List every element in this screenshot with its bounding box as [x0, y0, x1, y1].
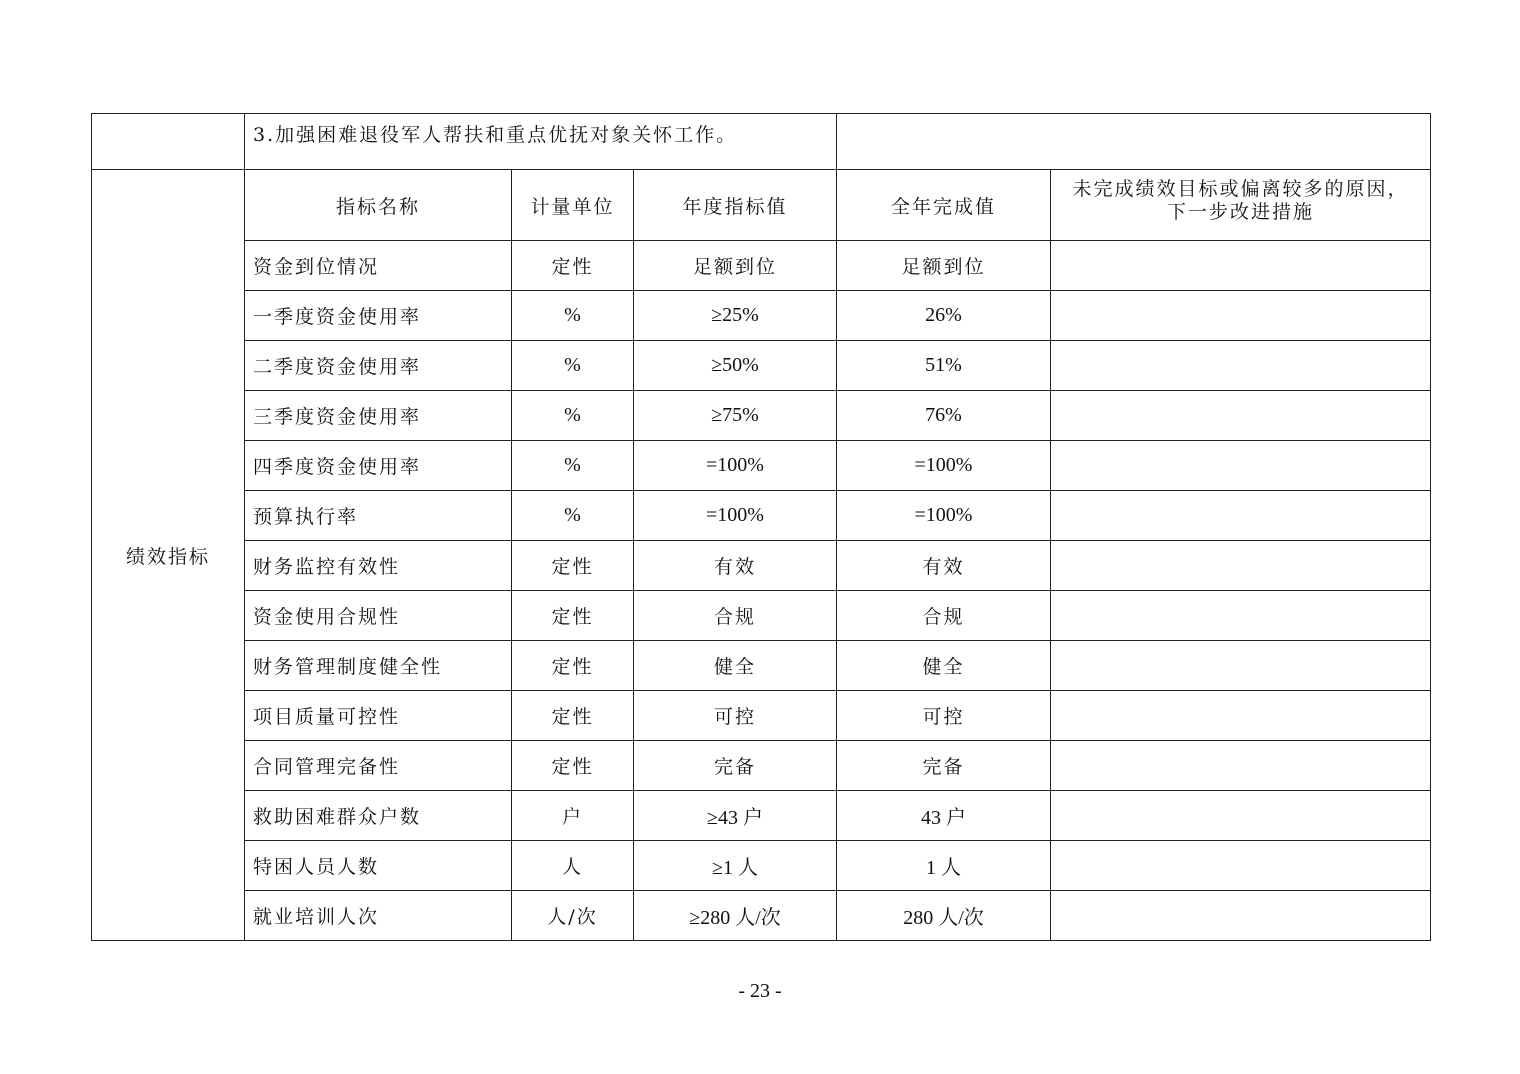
indicator-name: 财务管理制度健全性 — [245, 641, 512, 691]
indicator-name: 财务监控有效性 — [245, 541, 512, 591]
table-row — [92, 741, 1431, 791]
indicator-target: ≥75% — [634, 391, 837, 441]
indicator-actual: 完备 — [837, 741, 1051, 791]
indicator-name: 就业培训人次 — [245, 891, 512, 941]
indicator-actual: 76% — [837, 391, 1051, 441]
indicator-target: 可控 — [634, 691, 837, 741]
indicator-actual: 51% — [837, 341, 1051, 391]
indicator-reason — [1051, 491, 1431, 541]
indicator-reason — [1051, 391, 1431, 441]
task-text: 3.加强困难退役军人帮扶和重点优抚对象关怀工作。 — [245, 114, 837, 170]
indicator-actual: 有效 — [837, 541, 1051, 591]
indicator-name: 三季度资金使用率 — [245, 391, 512, 441]
indicator-target: ≥1 人 — [634, 841, 837, 891]
indicator-name: 四季度资金使用率 — [245, 441, 512, 491]
table-row — [92, 441, 1431, 491]
indicator-unit: 定性 — [512, 591, 634, 641]
indicator-reason — [1051, 891, 1431, 941]
header-unit: 计量单位 — [512, 170, 634, 241]
indicator-name: 二季度资金使用率 — [245, 341, 512, 391]
indicator-name: 合同管理完备性 — [245, 741, 512, 791]
table-row — [92, 291, 1431, 341]
header-actual: 全年完成值 — [837, 170, 1051, 241]
indicator-reason — [1051, 441, 1431, 491]
table-row — [92, 241, 1431, 291]
table-row — [92, 691, 1431, 741]
empty-label-cell — [92, 114, 245, 170]
header-reason — [1051, 170, 1431, 241]
indicator-name: 预算执行率 — [245, 491, 512, 541]
indicator-target: =100% — [634, 491, 837, 541]
indicator-actual: 健全 — [837, 641, 1051, 691]
indicator-reason — [1051, 541, 1431, 591]
indicator-unit: 人/次 — [512, 891, 634, 941]
header-name: 指标名称 — [245, 170, 512, 241]
table-row — [92, 341, 1431, 391]
indicator-target: =100% — [634, 441, 837, 491]
indicator-target: 合规 — [634, 591, 837, 641]
page-number: - 23 - — [738, 980, 782, 1002]
section-label: 绩效指标 — [92, 170, 245, 941]
indicator-name: 特困人员人数 — [245, 841, 512, 891]
indicator-actual: 26% — [837, 291, 1051, 341]
table-row — [92, 891, 1431, 941]
indicator-unit: % — [512, 391, 634, 441]
task-row — [92, 114, 1431, 170]
indicator-target: 健全 — [634, 641, 837, 691]
indicator-reason — [1051, 691, 1431, 741]
indicator-target: 有效 — [634, 541, 837, 591]
header-reason-line2: 下一步改进措施 — [1167, 201, 1315, 223]
indicator-reason — [1051, 741, 1431, 791]
indicator-actual: 可控 — [837, 691, 1051, 741]
indicator-target: 足额到位 — [634, 241, 837, 291]
indicator-actual: 1 人 — [837, 841, 1051, 891]
indicator-unit: 定性 — [512, 691, 634, 741]
header-target: 年度指标值 — [634, 170, 837, 241]
indicator-reason — [1051, 791, 1431, 841]
indicator-reason — [1051, 291, 1431, 341]
indicator-unit: 定性 — [512, 741, 634, 791]
indicator-unit: 人 — [512, 841, 634, 891]
indicator-unit: 定性 — [512, 541, 634, 591]
indicator-unit: 定性 — [512, 641, 634, 691]
indicator-unit: 定性 — [512, 241, 634, 291]
indicator-unit: % — [512, 491, 634, 541]
indicator-actual: =100% — [837, 441, 1051, 491]
indicator-unit: % — [512, 441, 634, 491]
empty-task-cell — [837, 114, 1431, 170]
table-row — [92, 641, 1431, 691]
table-row — [92, 841, 1431, 891]
table-row — [92, 591, 1431, 641]
indicator-reason — [1051, 641, 1431, 691]
indicator-target: ≥280 人/次 — [634, 891, 837, 941]
indicator-name: 资金使用合规性 — [245, 591, 512, 641]
indicator-target: 完备 — [634, 741, 837, 791]
table-row — [92, 791, 1431, 841]
header-row — [92, 170, 1431, 241]
table-row — [92, 541, 1431, 591]
indicator-unit: % — [512, 291, 634, 341]
indicator-unit: 户 — [512, 791, 634, 841]
indicator-target: ≥43 户 — [634, 791, 837, 841]
indicator-actual: 足额到位 — [837, 241, 1051, 291]
indicator-target: ≥50% — [634, 341, 837, 391]
indicator-actual: =100% — [837, 491, 1051, 541]
indicator-reason — [1051, 241, 1431, 291]
indicator-name: 救助困难群众户数 — [245, 791, 512, 841]
indicator-actual: 280 人/次 — [837, 891, 1051, 941]
indicator-reason — [1051, 841, 1431, 891]
indicator-name: 资金到位情况 — [245, 241, 512, 291]
indicator-target: ≥25% — [634, 291, 837, 341]
indicator-actual: 合规 — [837, 591, 1051, 641]
indicator-name: 项目质量可控性 — [245, 691, 512, 741]
indicator-reason — [1051, 341, 1431, 391]
indicator-reason — [1051, 591, 1431, 641]
table-row — [92, 491, 1431, 541]
performance-indicator-table — [91, 113, 1431, 941]
indicator-name: 一季度资金使用率 — [245, 291, 512, 341]
indicator-unit: % — [512, 341, 634, 391]
table-row — [92, 391, 1431, 441]
indicator-actual: 43 户 — [837, 791, 1051, 841]
header-reason-line1: 未完成绩效目标或偏离较多的原因， — [1072, 178, 1409, 200]
